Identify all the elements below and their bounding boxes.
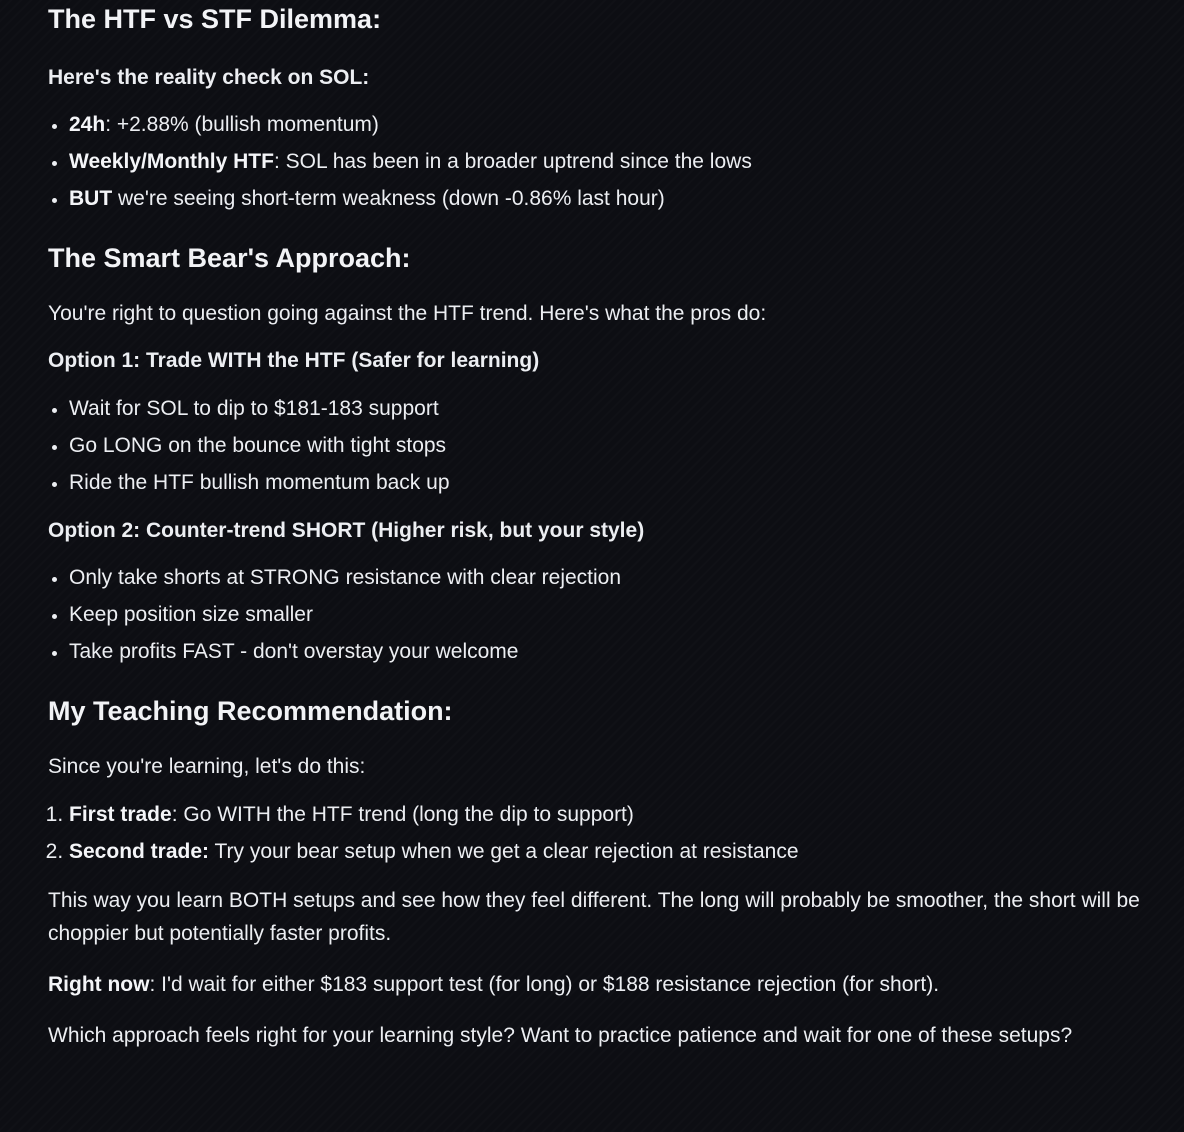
list-item-text: Try your bear setup when we get a clear rejection at resistance	[209, 839, 799, 863]
option-1-list	[48, 390, 1148, 501]
reality-check-subheading: Here's the reality check on SOL:	[48, 66, 370, 90]
list-item-text: : +2.88% (bullish momentum)	[105, 112, 379, 136]
list-item-bold: First trade	[69, 802, 172, 826]
list-item: • Keep position size smaller	[69, 596, 1148, 633]
list-item-bold: Second trade:	[69, 839, 210, 863]
list-item-text: : Go WITH the HTF trend (long the dip to support)	[171, 802, 634, 826]
list-item-bold: Weekly/Monthly HTF	[69, 149, 274, 173]
list-item	[69, 833, 1148, 870]
list-item: • Ride the HTF bullish momentum back up	[69, 464, 1148, 501]
assistant-message	[48, 0, 1148, 1052]
list-item	[69, 106, 1148, 143]
reality-list	[48, 106, 1148, 217]
list-item-text: : SOL has been in a broader uptrend since the lows	[273, 149, 752, 173]
list-item: • Go LONG on the bounce with tight stops	[69, 427, 1148, 464]
list-item-bold: BUT	[69, 186, 113, 210]
paragraph-closing-question: Which approach feels right for your learning style? Want to practice patience and wait for one of these setups?	[48, 1023, 1073, 1047]
list-item: • Wait for SOL to dip to $181-183 support	[69, 390, 1148, 427]
list-item-bold: 24h	[69, 112, 106, 136]
heading-htf-vs-stf: The HTF vs STF Dilemma:	[48, 4, 382, 34]
list-item	[69, 180, 1148, 217]
right-now-text: : I'd wait for either $183 support test (for long) or $188 resistance rejection (for short).	[149, 972, 940, 996]
list-item	[69, 796, 1148, 833]
list-item: • Only take shorts at STRONG resistance with clear rejection	[69, 559, 1148, 596]
option-2-list	[48, 559, 1148, 670]
heading-smart-bear: The Smart Bear's Approach:	[48, 242, 411, 273]
list-item-text: we're seeing short-term weakness (down -0.86% last hour)	[112, 186, 665, 210]
list-item	[69, 143, 1148, 180]
right-now-bold: Right now	[48, 972, 150, 996]
option-2-title: Option 2: Counter-trend SHORT (Higher risk, but your style)	[48, 518, 645, 542]
steps-list	[48, 796, 1148, 870]
list-item: • Take profits FAST - don't overstay your welcome	[69, 633, 1148, 670]
paragraph-this-way: This way you learn BOTH setups and see how they feel different. The long will probably be smoother, the short will be choppier but potentially faster profits.	[48, 888, 1140, 945]
heading-teaching-recommendation: My Teaching Recommendation:	[48, 696, 453, 727]
paragraph-right-now	[48, 968, 1148, 1001]
option-1-title: Option 1: Trade WITH the HTF (Safer for learning)	[48, 349, 540, 373]
paragraph-since-learning: Since you're learning, let's do this:	[48, 755, 366, 779]
paragraph-right-to-question: You're right to question going against the HTF trend. Here's what the pros do:	[48, 301, 767, 325]
